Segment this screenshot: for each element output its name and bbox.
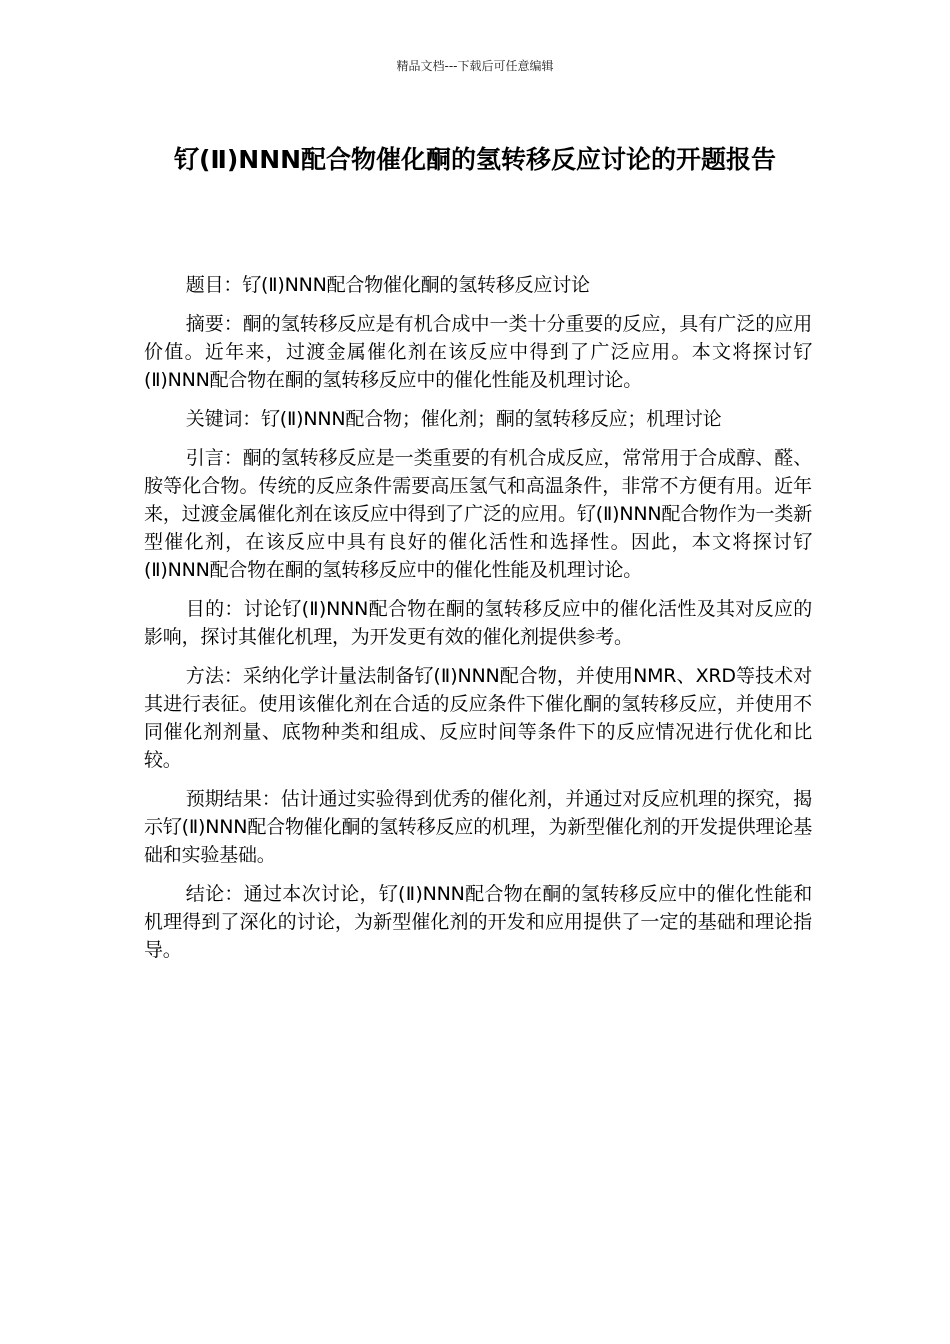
paragraph-expected-results: 预期结果：估计通过实验得到优秀的催化剂，并通过对反应机理的探究，揭示钌(Ⅱ)NNN配合物催化酮的氢转移反应的机理，为新型催化剂的开发提供理论基础和实验基础。 bbox=[144, 788, 812, 866]
paragraph-purpose: 目的：讨论钌(Ⅱ)NNN配合物在酮的氢转移反应中的催化活性及其对反应的影响，探讨其催化机理，为开发更有效的催化剂提供参考。 bbox=[144, 598, 812, 648]
document-body bbox=[144, 271, 812, 975]
paragraph-method: 方法：采纳化学计量法制备钌(Ⅱ)NNN配合物，并使用NMR、XRD等技术对其进行表征。使用该催化剂在合适的反应条件下催化酮的氢转移反应，并使用不同催化剂剂量、底物种类和组成、反应时间等条件下的反应情况进行优化和比较。 bbox=[144, 665, 812, 771]
paragraph-topic: 题目：钌(Ⅱ)NNN配合物催化酮的氢转移反应讨论 bbox=[185, 274, 590, 296]
paragraph-conclusion: 结论：通过本次讨论，钌(Ⅱ)NNN配合物在酮的氢转移反应中的催化性能和机理得到了深化的讨论，为新型催化剂的开发和应用提供了一定的基础和理论指导。 bbox=[144, 883, 812, 961]
paragraph-abstract: 摘要：酮的氢转移反应是有机合成中一类十分重要的反应，具有广泛的应用价值。近年来，过渡金属催化剂在该反应中得到了广泛应用。本文将探讨钌(Ⅱ)NNN配合物在酮的氢转移反应中的催化性能及机理讨论。 bbox=[144, 313, 812, 391]
document-title: 钌(Ⅱ)NNN配合物催化酮的氢转移反应讨论的开题报告 bbox=[173, 145, 777, 174]
paragraph-introduction: 引言：酮的氢转移反应是一类重要的有机合成反应，常常用于合成醇、醛、胺等化合物。传统的反应条件需要高压氢气和高温条件，非常不方便有用。近年来，过渡金属催化剂在该反应中得到了广泛的应用。钌(Ⅱ)NNN配合物作为一类新型催化剂，在该反应中具有良好的催化活性和选择性。因此，本文将探讨钌(Ⅱ)NNN配合物在酮的氢转移反应中的催化性能及机理讨论。 bbox=[144, 447, 812, 581]
paragraph-keywords: 关键词：钌(Ⅱ)NNN配合物；催化剂；酮的氢转移反应；机理讨论 bbox=[185, 408, 722, 430]
header-note: 精品文档---下载后可任意编辑 bbox=[396, 59, 554, 73]
